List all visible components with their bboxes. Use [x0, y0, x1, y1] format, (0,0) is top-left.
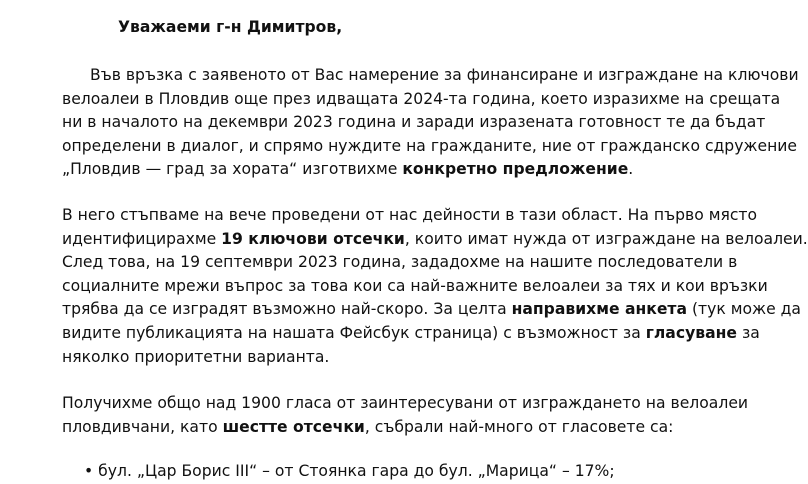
paragraph-activities-line-6 — [62, 322, 760, 346]
results-line-2-prefix: пловдивчани, като — [62, 417, 223, 436]
paragraph-intro-line-1: Във връзка с заявеното от Вас намерение за финансиране и изграждане на ключови — [90, 66, 799, 84]
paragraph-activities-line-7: няколко приоритетни варианта. — [62, 347, 330, 366]
paragraph-activities-line-5 — [62, 298, 801, 322]
paragraph-activities-line-3: След това, на 19 септември 2023 година, зададохме на нашите последователи в — [62, 253, 738, 272]
survey-emphasis: направихме анкета — [511, 300, 687, 319]
six-sections-emphasis: шестте отсечки — [222, 417, 365, 436]
voting-emphasis: гласуване — [645, 323, 737, 342]
intro-line-5-suffix: . — [628, 160, 634, 179]
activities-line-2-prefix: идентифицирахме — [62, 229, 222, 248]
paragraph-intro — [62, 64, 799, 182]
activities-line-5-suffix: (тук може да — [687, 300, 801, 319]
paragraph-results-line-1: Получихме общо над 1900 гласа от заинтересувани от изграждането на велоалеи — [62, 394, 749, 412]
paragraph-activities-line-4: социалните мрежи въпрос за това кои са най-важните велоалеи за тях и кои връзки — [62, 276, 768, 295]
activities-line-6-suffix: за — [736, 323, 760, 342]
paragraph-intro-line-5 — [62, 158, 752, 182]
activities-line-6-prefix: видите публикацията на нашата Фейсбук страница) с възможност за — [62, 323, 646, 342]
paragraph-intro-line-3: ни в началото на декември 2023 година и заради изразената готовност те да бъдат — [62, 113, 766, 132]
paragraph-results — [62, 392, 752, 439]
intro-line-5-prefix: „Пловдив — град за хората“ изготвихме — [62, 160, 403, 179]
key-sections-emphasis: 19 ключови отсечки — [221, 229, 405, 248]
greeting: Уважаеми г-н Димитров, — [118, 18, 343, 36]
concrete-proposal-emphasis: конкретно предложение — [402, 160, 629, 179]
paragraph-intro-line-4: определени в диалог, и спрямо нуждите на гражданите, ние от гражданско сдружение — [62, 136, 797, 155]
paragraph-activities — [62, 204, 808, 369]
paragraph-intro-line-2: велоалеи в Пловдив още през идващата 2024-та година, което изразихме на срещата — [62, 89, 781, 108]
results-line-2-suffix: , събрали най-много от гласовете са: — [364, 417, 674, 436]
list-item: • бул. „Цар Борис III“ – от Стоянка гара до бул. „Марица“ – 17%; — [84, 462, 615, 480]
paragraph-activities-line-2 — [62, 228, 808, 252]
paragraph-activities-line-1: В него стъпваме на вече проведени от нас дейности в тази област. На първо място — [62, 206, 758, 224]
paragraph-results-line-2 — [62, 416, 752, 440]
activities-line-5-prefix: трябва да се изградят възможно най-скоро. За целта — [62, 300, 512, 319]
activities-line-2-suffix: , които имат нужда от изграждане на велоалеи. — [404, 229, 808, 248]
